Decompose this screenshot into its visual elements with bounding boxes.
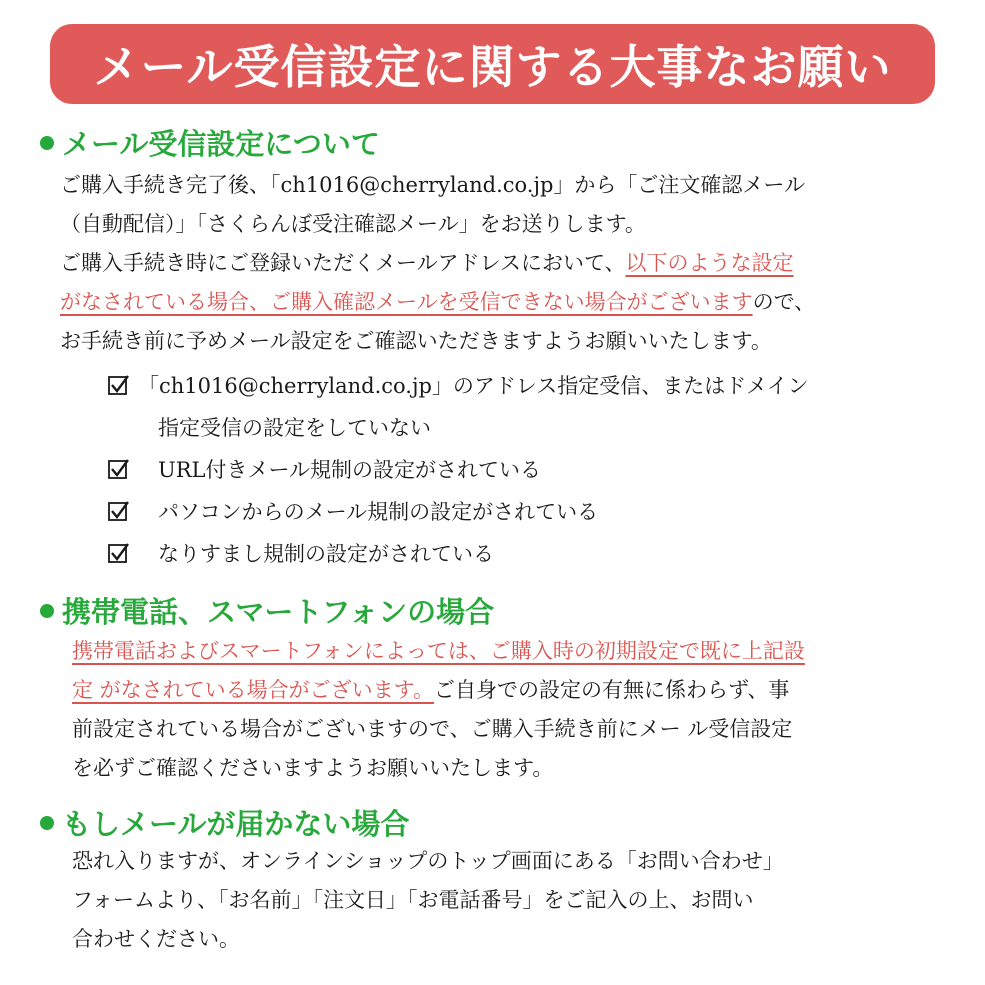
highlight-text: 以下のような設定 (625, 251, 794, 275)
text-plain: ご自身での設定の有無に係わらず、事 (434, 678, 790, 702)
text-line: フォームより、「お名前」「注文日」「お電話番号」をご記入の上、お問い (72, 888, 754, 912)
paragraph-mobile (72, 632, 805, 788)
section-heading-text: 携帯電話、スマートフォンの場合 (62, 595, 495, 629)
checkbox-checked-icon (108, 449, 130, 491)
highlight-text: 携帯電話およびスマートフォンによっては、ご購入時の初期設定で既に上記設 (72, 639, 805, 663)
section-heading-text: もしメールが届かない場合 (62, 807, 410, 841)
text-line: ご購入手続き完了後、「ch1016@cherryland.co.jp」から「ご注文確認メール (60, 173, 806, 197)
checklist-item (108, 491, 809, 533)
checklist-item-text: なりすまし規制の設定がされている (158, 542, 494, 566)
checklist-item-text: 「ch1016@cherryland.co.jp」のアドレス指定受信、またはドメイン (138, 374, 809, 398)
text-line: お手続き前に予めメール設定をご確認いただきますようお願いいたします。 (60, 329, 772, 353)
text-line: 前設定されている場合がございますので、ご購入手続き前にメー ル受信設定 (72, 717, 793, 741)
checklist-item (108, 449, 809, 491)
checklist-item-text: パソコンからのメール規制の設定がされている (158, 500, 599, 524)
title-banner (50, 24, 935, 104)
text-plain: ので、 (752, 290, 816, 314)
checklist (108, 365, 809, 575)
checklist-item-text: URL付きメール規制の設定がされている (158, 458, 542, 482)
text-plain: ご購入手続き時にご登録いただくメールアドレスにおいて、 (60, 251, 626, 275)
text-line: を必ずご確認くださいますようお願いいたします。 (72, 756, 554, 780)
section-heading-mobile (40, 590, 494, 631)
section-heading-mail-settings (40, 122, 380, 163)
text-line (72, 671, 805, 710)
checklist-item (108, 533, 809, 575)
checkbox-checked-icon (108, 365, 130, 407)
page-title: メール受信設定に関する大事なお願い (93, 40, 892, 94)
text-line: 合わせください。 (72, 927, 240, 951)
text-line: 恐れ入りますが、オンラインショップのトップ画面にある「お問い合わせ」 (72, 849, 784, 873)
checklist-item-text: 指定受信の設定をしていない (158, 416, 431, 440)
paragraph-intro (60, 166, 815, 361)
text-line (60, 244, 815, 283)
checkbox-checked-icon (108, 491, 130, 533)
text-line (72, 632, 805, 671)
checklist-item (108, 365, 809, 449)
text-line (60, 283, 815, 322)
checkbox-checked-icon (108, 533, 130, 575)
section-heading-not-received (40, 802, 409, 843)
bullet-icon (40, 136, 54, 150)
section-heading-text: メール受信設定について (62, 127, 380, 161)
highlight-text: 定 がなされている場合がございます。 (72, 678, 434, 702)
highlight-text: がなされている場合、ご購入確認メールを受信できない場合がございます (60, 290, 753, 314)
text-line: （自動配信）」「さくらんぼ受注確認メール」をお送りします。 (60, 212, 646, 236)
bullet-icon (40, 604, 54, 618)
bullet-icon (40, 816, 54, 830)
paragraph-not-received (72, 842, 784, 959)
